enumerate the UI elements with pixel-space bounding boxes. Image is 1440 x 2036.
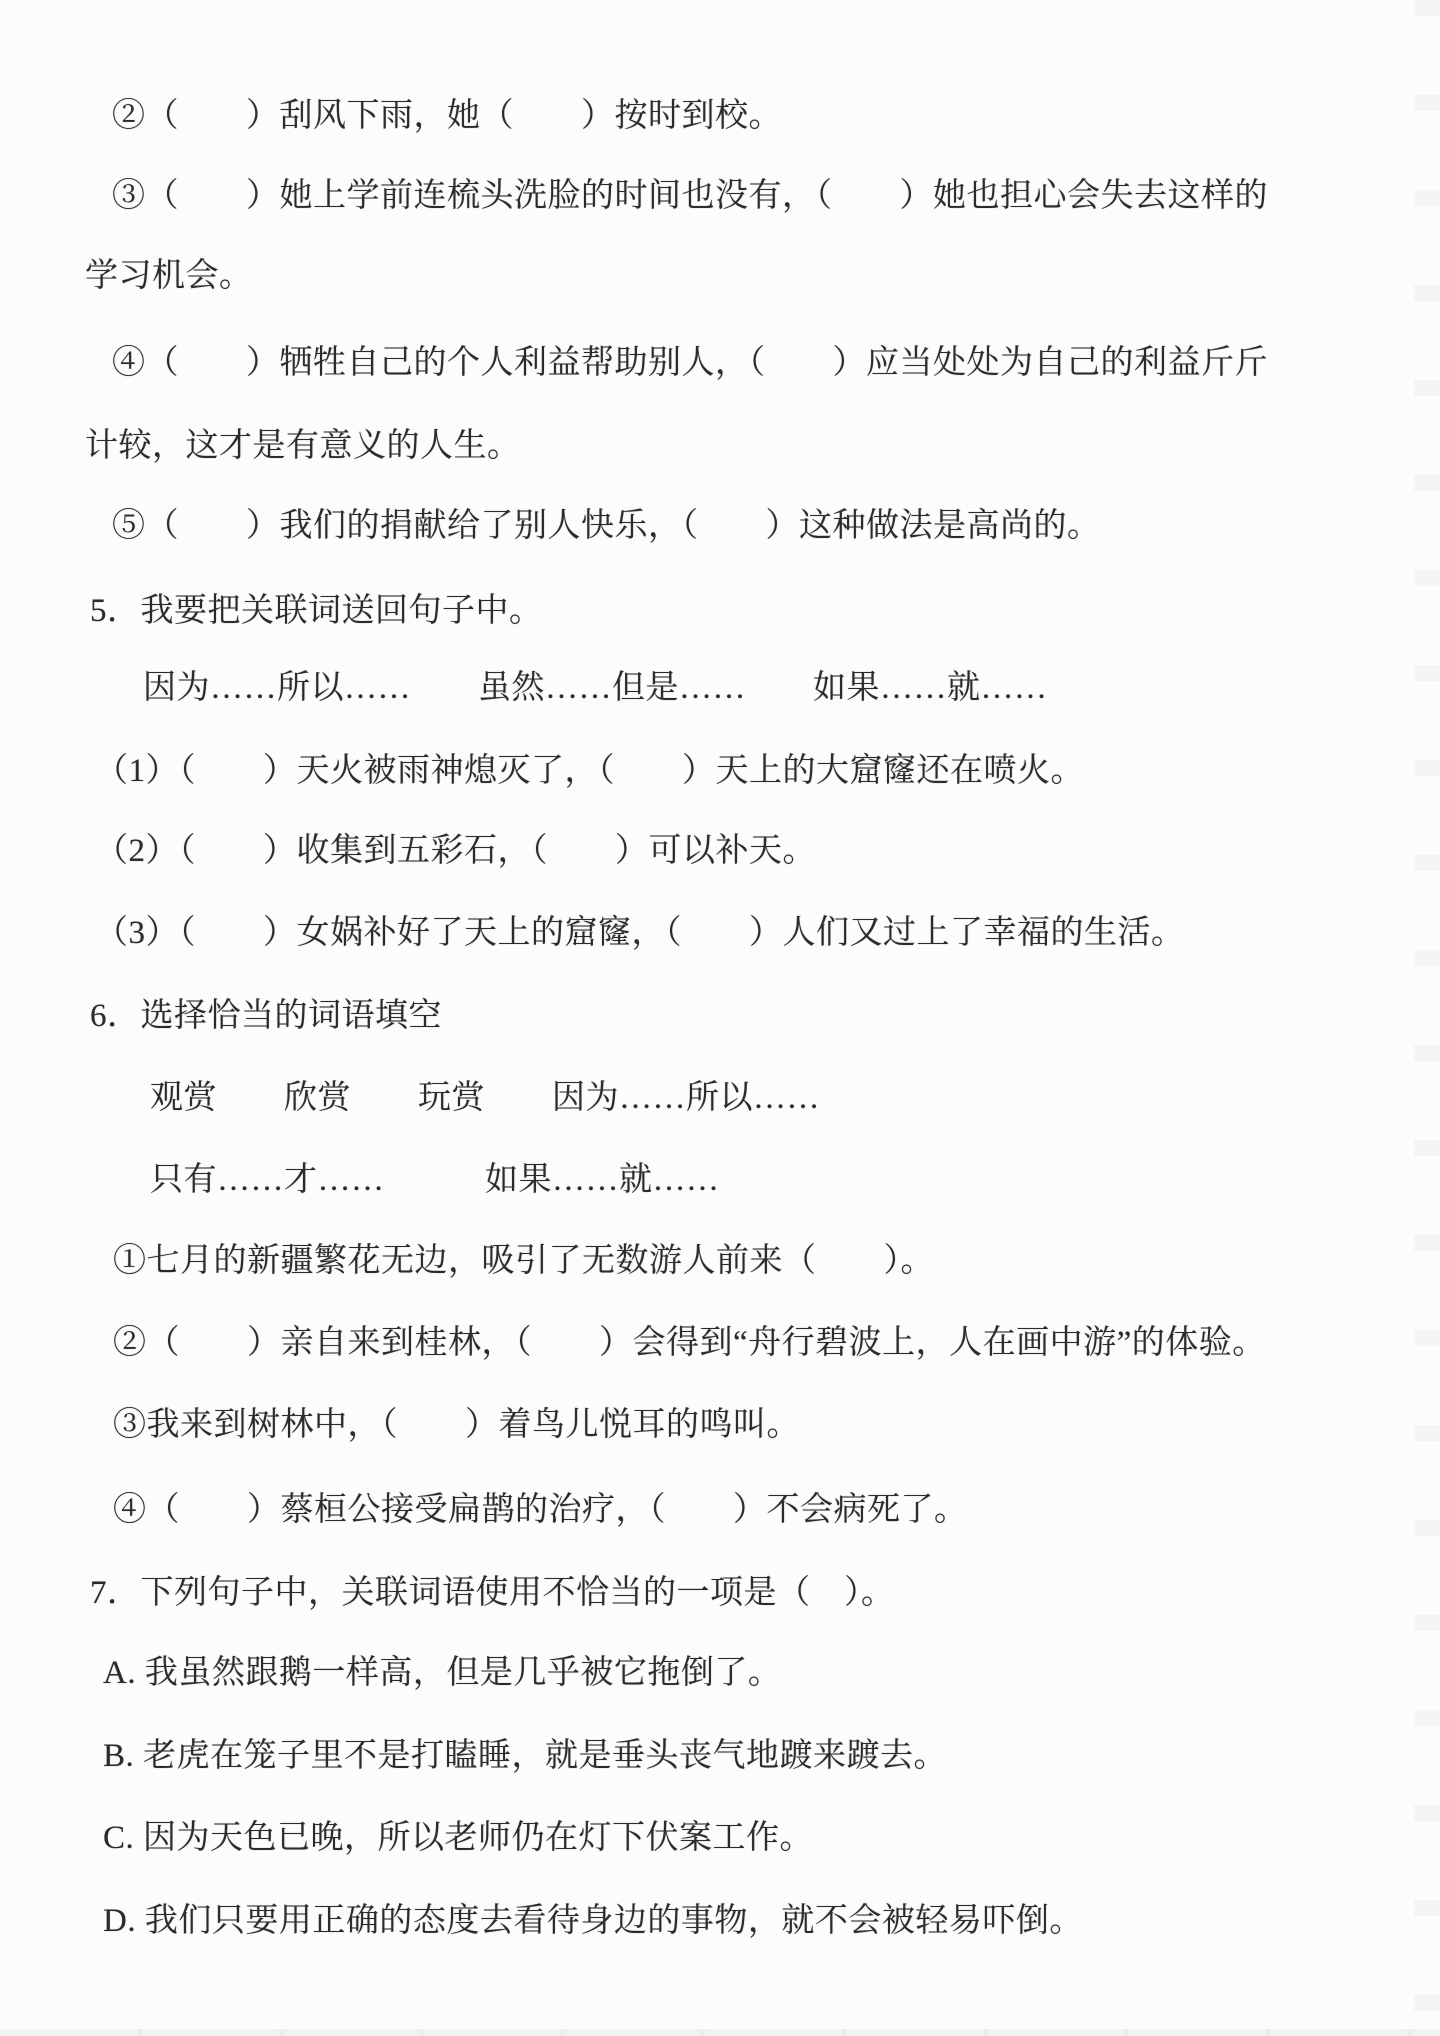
item-circle3-line1: ③（ ）她上学前连梳头洗脸的时间也没有，（ ）她也担心会失去这样的 bbox=[112, 178, 1268, 214]
q5-word-bank: 因为……所以…… 虽然……但是…… 如果……就…… bbox=[143, 670, 1048, 706]
scan-bottom-edge bbox=[0, 2029, 1440, 2036]
q7-option-c: C. 因为天色已晚，所以老师仍在灯下伏案工作。 bbox=[103, 1820, 814, 1856]
binding-hole-marks bbox=[1414, 0, 1440, 2036]
item-circle2: ②（ ）刮风下雨，她（ ）按时到校。 bbox=[112, 98, 782, 134]
q7-option-a: A. 我虽然跟鹅一样高，但是几乎被它拖倒了。 bbox=[103, 1655, 782, 1691]
q6-word-bank-line2: 只有……才…… 如果……就…… bbox=[150, 1162, 720, 1198]
q6-item-4: ④（ ）蔡桓公接受扁鹊的治疗，（ ）不会病死了。 bbox=[113, 1492, 968, 1528]
q6-item-3: ③我来到树林中，（ ）着鸟儿悦耳的鸣叫。 bbox=[113, 1407, 800, 1443]
q7-option-b: B. 老虎在笼子里不是打瞌睡，就是垂头丧气地踱来踱去。 bbox=[103, 1738, 948, 1774]
item-circle4-line1: ④（ ）牺牲自己的个人利益帮助别人，（ ）应当处处为自己的利益斤斤 bbox=[112, 345, 1268, 381]
item-circle3-line2: 学习机会。 bbox=[85, 258, 253, 294]
question-5-title: 5．我要把关联词送回句子中。 bbox=[90, 593, 543, 629]
q7-option-d: D. 我们只要用正确的态度去看待身边的事物，就不会被轻易吓倒。 bbox=[103, 1903, 1083, 1939]
question-7-title: 7．下列句子中，关联词语使用不恰当的一项是（ ）。 bbox=[90, 1575, 895, 1611]
question-6-title: 6．选择恰当的词语填空 bbox=[90, 998, 442, 1034]
item-circle4-line2: 计较，这才是有意义的人生。 bbox=[85, 428, 521, 464]
q6-word-bank-line1: 观赏 欣赏 玩赏 因为……所以…… bbox=[150, 1080, 820, 1116]
item-circle5: ⑤（ ）我们的捐献给了别人快乐，（ ）这种做法是高尚的。 bbox=[112, 508, 1101, 544]
q6-item-2: ②（ ）亲自来到桂林，（ ）会得到“舟行碧波上，人在画中游”的体验。 bbox=[113, 1325, 1266, 1361]
q6-item-1: ①七月的新疆繁花无边，吸引了无数游人前来（ ）。 bbox=[113, 1243, 934, 1279]
q5-item-3: （3）（ ）女娲补好了天上的窟窿，（ ）人们又过上了幸福的生活。 bbox=[95, 915, 1185, 951]
q5-item-1: （1）（ ）天火被雨神熄灭了，（ ）天上的大窟窿还在喷火。 bbox=[95, 753, 1084, 789]
q5-item-2: （2）（ ）收集到五彩石，（ ）可以补天。 bbox=[95, 833, 816, 869]
